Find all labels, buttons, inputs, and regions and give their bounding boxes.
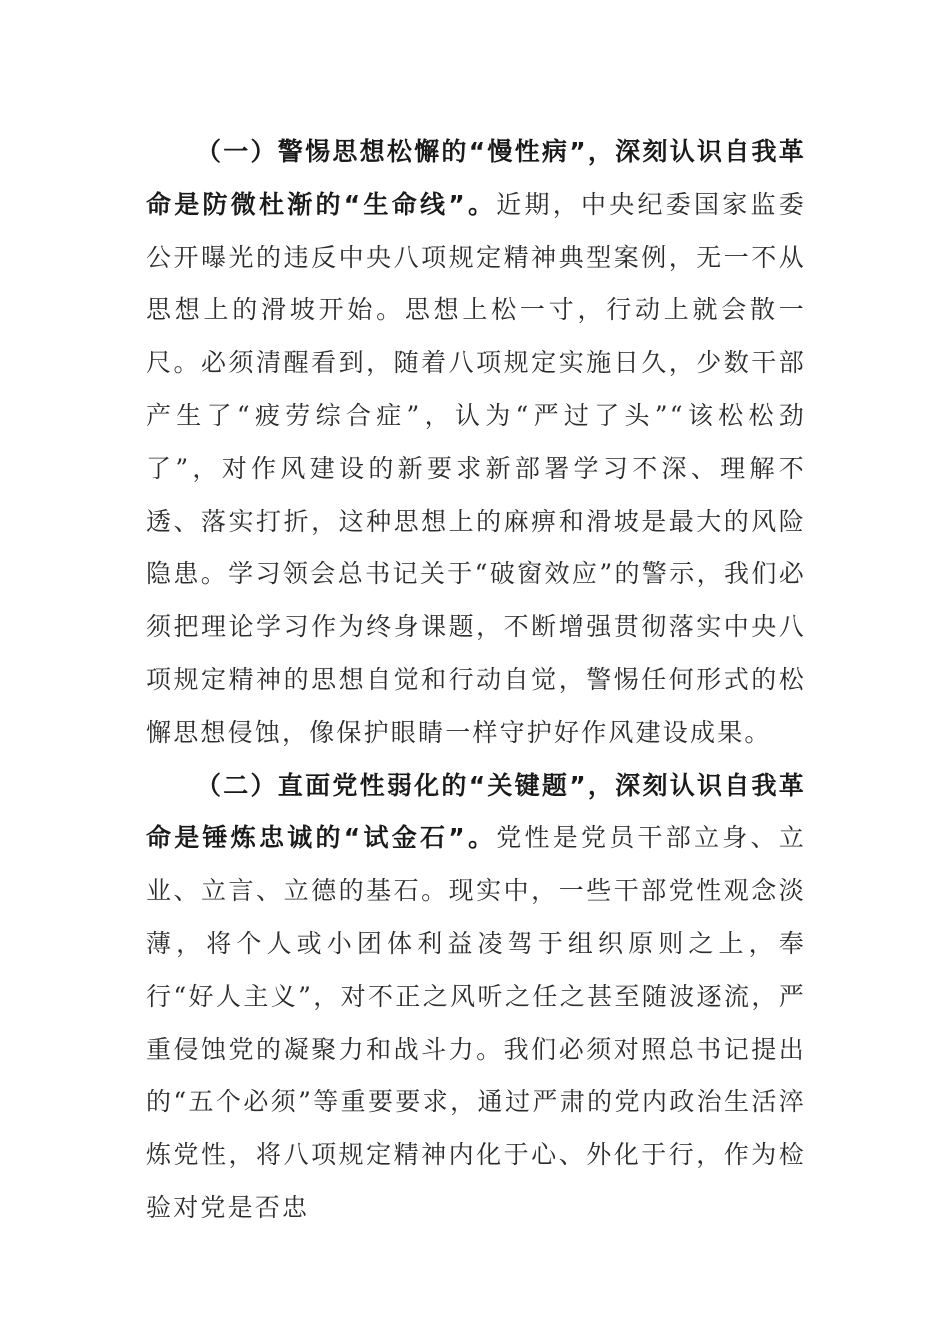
document-body	[146, 126, 806, 1235]
paragraph-1-text: 近期，中央纪委国家监委公开曝光的违反中央八项规定精神典型案例，无一不从思想上的滑坡开始。思想上松一寸，行动上就会散一尺。必须清醒看到，随着八项规定实施日久，少数干部产生了“疲劳综合症”，认为“严过了头”“该松松劲了”，对作风建设的新要求新部署学习不深、理解不透、落实打折，这种思想上的麻痹和滑坡是最大的风险隐患。学习领会总书记关于“破窗效应”的警示，我们必须把理论学习作为终身课题，不断增强贯彻落实中央八项规定精神的思想自觉和行动自觉，警惕任何形式的松懈思想侵蚀，像保护眼睛一样守护好作风建设成果。	[146, 189, 806, 747]
paragraph-2-heading: （二）直面党性弱化的“关键题”，深刻认识自我革命是锤炼忠诚的“试金石”。	[146, 770, 806, 853]
paragraph-2	[146, 760, 806, 1235]
paragraph-2-text: 党性是党员干部立身、立业、立言、立德的基石。现实中，一些干部党性观念淡薄，将个人或小团体利益凌驾于组织原则之上，奉行“好人主义”，对不正之风听之任之甚至随波逐流，严重侵蚀党的凝聚力和战斗力。我们必须对照总书记提出的“五个必须”等重要要求，通过严肃的党内政治生活淬炼党性，将八项规定精神内化于心、外化于行，作为检验对党是否忠	[146, 823, 806, 1222]
paragraph-1	[146, 126, 806, 760]
paragraph-1-heading: （一）警惕思想松懈的“慢性病”，深刻认识自我革命是防微杜渐的“生命线”。	[146, 137, 806, 219]
